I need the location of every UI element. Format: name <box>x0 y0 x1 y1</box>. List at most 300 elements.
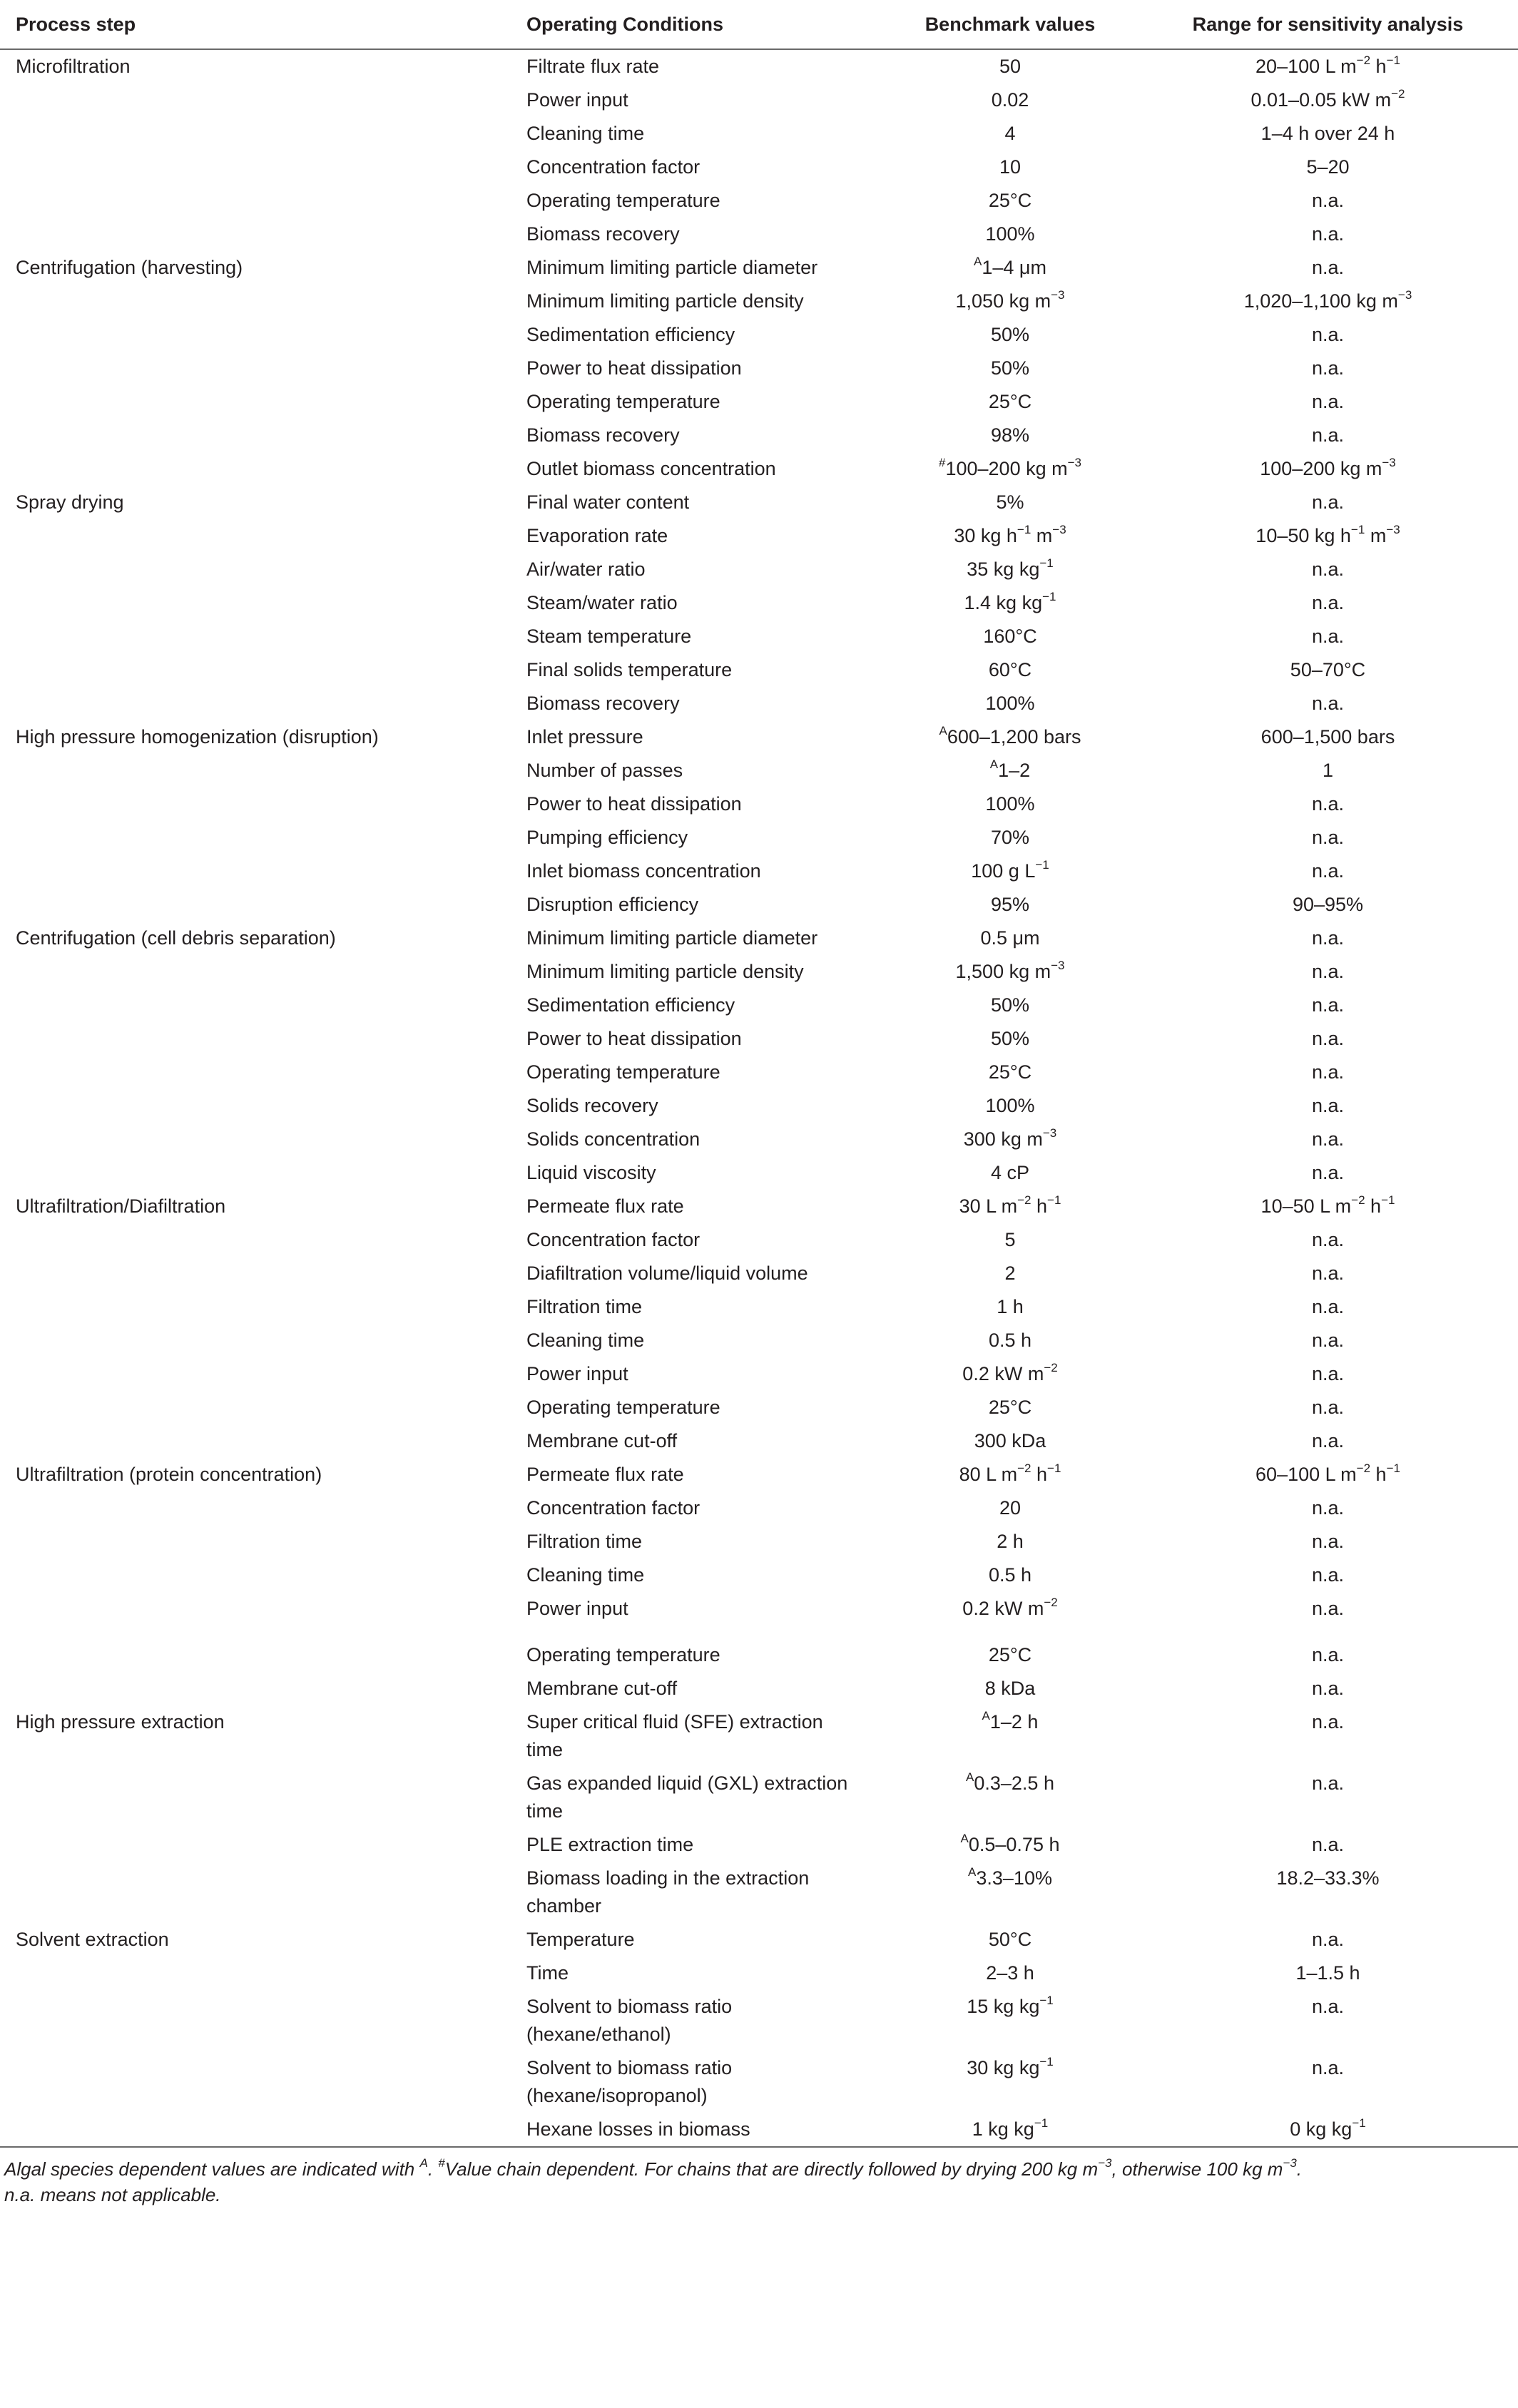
table-row <box>0 787 1518 821</box>
cell-range: 60–100 L $m^{-2}$ $h^{-1}$ <box>1255 1461 1400 1485</box>
cell-benchmark-value <box>882 117 1138 150</box>
cell-range: n.a. <box>1311 491 1345 513</box>
cell-process-step: Ultrafiltration/Diafiltration <box>16 1195 226 1217</box>
cell-benchmark-value <box>882 1290 1138 1324</box>
cell-range: n.a. <box>1311 1929 1345 1950</box>
table-row <box>0 150 1518 184</box>
cell-operating-condition: Minimum limiting particle diameter <box>526 927 818 949</box>
cell-process-step <box>0 218 511 251</box>
cell-process-step <box>0 754 511 787</box>
cell-process-step <box>0 1156 511 1190</box>
cell-operating-condition: Power to heat dissipation <box>526 357 742 379</box>
cell-range: n.a. <box>1311 190 1345 211</box>
footnote-sup-hash: # <box>438 2156 445 2170</box>
table-row <box>0 49 1518 83</box>
cell-process-step <box>0 1391 511 1424</box>
table-row <box>0 1626 1518 1672</box>
cell-range: n.a. <box>1311 1095 1345 1116</box>
benchmark-value-text: 160°C <box>983 626 1037 647</box>
cell-range: n.a. <box>1311 1061 1345 1083</box>
table-row <box>0 1862 1518 1923</box>
table-row <box>0 1592 1518 1626</box>
benchmark-value-text: 0.3–2.5 h <box>974 1772 1054 1794</box>
cell-process-step <box>0 150 511 184</box>
cell-benchmark-value <box>882 1056 1138 1089</box>
benchmark-value-text: 15 kg $kg^{-1}$ <box>967 1994 1054 2017</box>
benchmark-value-text: 1–4 μm <box>982 257 1046 278</box>
cell-range: 1,020–1,100 kg $m^{-3}$ <box>1243 288 1412 312</box>
table-body <box>0 49 1518 2147</box>
table-row <box>0 754 1518 787</box>
benchmark-value-text: 80 L $m^{-2}$ $h^{-1}$ <box>959 1461 1061 1485</box>
benchmark-value-text: 25°C <box>988 190 1032 211</box>
benchmark-value-text: 0.5 h <box>988 1330 1032 1351</box>
cell-benchmark-value <box>882 1458 1138 1491</box>
cell-benchmark-value <box>882 1156 1138 1190</box>
table-row <box>0 1558 1518 1592</box>
cell-benchmark-value <box>882 519 1138 553</box>
benchmark-value-text: 5 <box>1004 1229 1016 1250</box>
cell-process-step <box>0 1022 511 1056</box>
cell-benchmark-value <box>882 1123 1138 1156</box>
header-range: Range for sensitivity analysis <box>1192 13 1464 35</box>
cell-process-step <box>0 1525 511 1558</box>
benchmark-marker: A <box>974 255 982 268</box>
cell-operating-condition: Biomass recovery <box>526 223 680 245</box>
cell-range: 600–1,500 bars <box>1260 726 1395 748</box>
benchmark-marker: A <box>989 757 999 771</box>
cell-benchmark-value <box>882 285 1138 318</box>
table-row <box>0 1705 1518 1767</box>
cell-operating-condition: Super critical fluid (SFE) extraction time <box>526 1711 823 1760</box>
table-row <box>0 1767 1518 1828</box>
benchmark-value-text: 2 h <box>997 1531 1024 1552</box>
table-row <box>0 1525 1518 1558</box>
cell-operating-condition: Filtrate flux rate <box>526 56 660 77</box>
cell-benchmark-value <box>882 1190 1138 1223</box>
cell-operating-condition: Final solids temperature <box>526 659 733 680</box>
table-row <box>0 419 1518 452</box>
table-row <box>0 1828 1518 1862</box>
cell-process-step <box>0 1257 511 1290</box>
footnote-text-5: . <box>1296 2158 1303 2180</box>
cell-operating-condition: Minimum limiting particle density <box>526 961 804 982</box>
cell-range: n.a. <box>1311 693 1345 714</box>
table-row <box>0 620 1518 653</box>
cell-range: n.a. <box>1311 927 1345 949</box>
cell-range: 90–95% <box>1292 894 1364 915</box>
cell-process-step <box>0 352 511 385</box>
cell-operating-condition: Operating temperature <box>526 190 720 211</box>
table-row <box>0 83 1518 117</box>
benchmark-value-text: 4 <box>1004 123 1016 144</box>
cell-benchmark-value <box>882 1592 1138 1626</box>
cell-process-step: High pressure extraction <box>16 1711 225 1733</box>
benchmark-marker: # <box>939 456 946 469</box>
cell-benchmark-value <box>882 687 1138 720</box>
table-row <box>0 586 1518 620</box>
cell-operating-condition: Pumping efficiency <box>526 827 688 848</box>
cell-operating-condition: Membrane cut-off <box>526 1430 678 1452</box>
cell-range: n.a. <box>1311 324 1345 345</box>
cell-process-step <box>0 1056 511 1089</box>
cell-operating-condition: Cleaning time <box>526 123 645 144</box>
cell-operating-condition: Biomass recovery <box>526 693 680 714</box>
cell-process-step <box>0 586 511 620</box>
cell-process-step <box>0 1592 511 1626</box>
cell-range: n.a. <box>1311 424 1345 446</box>
table-row <box>0 854 1518 888</box>
cell-benchmark-value <box>882 352 1138 385</box>
table-row <box>0 720 1518 754</box>
benchmark-value-text: 50 <box>999 56 1022 77</box>
table-row <box>0 117 1518 150</box>
cell-process-step <box>0 1626 511 1672</box>
cell-operating-condition: Temperature <box>526 1929 635 1950</box>
table-row <box>0 251 1518 285</box>
table-row <box>0 1089 1518 1123</box>
table-row <box>0 1357 1518 1391</box>
table-row <box>0 1324 1518 1357</box>
benchmark-value-text: 10 <box>999 156 1022 178</box>
cell-range: n.a. <box>1311 1678 1345 1699</box>
cell-range: 100–200 kg $m^{-3}$ <box>1260 456 1396 479</box>
benchmark-marker: A <box>982 1709 990 1723</box>
benchmark-value-text: 60°C <box>988 659 1032 680</box>
cell-benchmark-value <box>882 754 1138 787</box>
cell-benchmark-value <box>882 1558 1138 1592</box>
cell-process-step <box>0 1290 511 1324</box>
cell-operating-condition: Cleaning time <box>526 1330 645 1351</box>
cell-operating-condition: Diafiltration volume/liquid volume <box>526 1262 808 1284</box>
cell-benchmark-value <box>882 1626 1138 1672</box>
cell-range: n.a. <box>1311 1996 1345 2017</box>
cell-operating-condition: Filtration time <box>526 1531 643 1552</box>
table-row <box>0 955 1518 989</box>
cell-benchmark-value <box>882 318 1138 352</box>
cell-process-step <box>0 553 511 586</box>
cell-operating-condition: Operating temperature <box>526 1397 720 1418</box>
cell-process-step <box>0 1123 511 1156</box>
cell-operating-condition: Power to heat dissipation <box>526 793 742 815</box>
cell-process-step <box>0 184 511 218</box>
table-row <box>0 352 1518 385</box>
benchmark-value-text: 1 kg $kg^{-1}$ <box>972 2116 1049 2140</box>
cell-range: n.a. <box>1311 257 1345 278</box>
benchmark-value-text: 100% <box>985 1095 1035 1116</box>
table-row <box>0 385 1518 419</box>
cell-operating-condition: Steam temperature <box>526 626 692 647</box>
cell-process-step <box>0 1491 511 1525</box>
cell-benchmark-value <box>882 49 1138 83</box>
table-row <box>0 1190 1518 1223</box>
cell-benchmark-value <box>882 553 1138 586</box>
cell-benchmark-value <box>882 720 1138 754</box>
table-row <box>0 687 1518 720</box>
cell-range: n.a. <box>1311 558 1345 580</box>
table-row <box>0 486 1518 519</box>
benchmark-marker: A <box>968 1865 977 1879</box>
cell-operating-condition: Concentration factor <box>526 156 701 178</box>
cell-operating-condition: Sedimentation efficiency <box>526 994 735 1016</box>
cell-range: n.a. <box>1311 391 1345 412</box>
benchmark-value-text: 0.5 μm <box>980 927 1040 949</box>
cell-range: n.a. <box>1311 793 1345 815</box>
cell-process-step <box>0 2051 511 2113</box>
cell-process-step: Microfiltration <box>16 56 131 77</box>
cell-benchmark-value <box>882 1767 1138 1828</box>
cell-process-step <box>0 1956 511 1990</box>
table-row <box>0 553 1518 586</box>
cell-operating-condition: Permeate flux rate <box>526 1464 684 1485</box>
footnote-sup-a: A <box>419 2156 428 2170</box>
cell-process-step: Ultrafiltration (protein concentration) <box>16 1464 322 1485</box>
cell-benchmark-value <box>882 620 1138 653</box>
cell-benchmark-value <box>882 586 1138 620</box>
table-row <box>0 318 1518 352</box>
cell-benchmark-value <box>882 1828 1138 1862</box>
cell-range: 10–50 L $m^{-2}$ $h^{-1}$ <box>1260 1193 1395 1217</box>
benchmark-value-text: 50% <box>990 324 1030 345</box>
cell-operating-condition: Filtration time <box>526 1296 643 1317</box>
cell-benchmark-value <box>882 150 1138 184</box>
cell-benchmark-value <box>882 1491 1138 1525</box>
cell-benchmark-value <box>882 218 1138 251</box>
benchmark-value-text: 3.3–10% <box>976 1867 1052 1889</box>
cell-benchmark-value <box>882 385 1138 419</box>
cell-operating-condition: Biomass loading in the extraction chamber <box>526 1867 810 1917</box>
benchmark-value-text: 100% <box>985 793 1035 815</box>
cell-range: 18.2–33.3% <box>1276 1867 1380 1889</box>
cell-benchmark-value <box>882 653 1138 687</box>
cell-operating-condition: Liquid viscosity <box>526 1162 656 1183</box>
benchmark-value-text: 30 kg $h^{-1}$ $m^{-3}$ <box>954 523 1066 546</box>
cell-benchmark-value <box>882 955 1138 989</box>
benchmark-value-text: 100–200 kg $m^{-3}$ <box>945 456 1081 479</box>
cell-range: 1 <box>1322 760 1334 781</box>
cell-process-step: Spray drying <box>16 491 124 513</box>
table-row <box>0 1022 1518 1056</box>
cell-operating-condition: Solvent to biomass ratio (hexane/isopropanol) <box>526 2057 733 2106</box>
cell-range: n.a. <box>1311 1162 1345 1183</box>
benchmark-value-text: 1–2 <box>998 760 1031 781</box>
benchmark-value-text: 100 g $L^{-1}$ <box>971 858 1049 882</box>
cell-range: 10–50 kg $h^{-1}$ $m^{-3}$ <box>1255 523 1400 546</box>
cell-benchmark-value <box>882 2113 1138 2147</box>
cell-operating-condition: Concentration factor <box>526 1497 701 1519</box>
benchmark-value-text: 25°C <box>988 1397 1032 1418</box>
header-process-step: Process step <box>16 13 136 35</box>
cell-process-step <box>0 653 511 687</box>
cell-benchmark-value <box>882 1089 1138 1123</box>
benchmark-value-text: 100% <box>985 223 1035 245</box>
cell-range: n.a. <box>1311 1330 1345 1351</box>
cell-range: n.a. <box>1311 592 1345 613</box>
benchmark-value-text: 5% <box>996 491 1024 513</box>
cell-benchmark-value <box>882 1705 1138 1767</box>
footnote-row <box>0 2147 1518 2208</box>
cell-operating-condition: Power input <box>526 1598 628 1619</box>
cell-process-step <box>0 1324 511 1357</box>
header-benchmark-values: Benchmark values <box>924 13 1096 35</box>
cell-range: 1–4 h over 24 h <box>1260 123 1395 144</box>
cell-process-step <box>0 888 511 922</box>
benchmark-value-text: 25°C <box>988 1644 1032 1665</box>
cell-process-step <box>0 1828 511 1862</box>
benchmark-value-text: 100% <box>985 693 1035 714</box>
cell-process-step: Centrifugation (harvesting) <box>16 257 243 278</box>
cell-process-step <box>0 1089 511 1123</box>
table-row <box>0 888 1518 922</box>
benchmark-value-text: 1,500 kg $m^{-3}$ <box>955 959 1065 982</box>
cell-operating-condition: Steam/water ratio <box>526 592 678 613</box>
table-row <box>0 989 1518 1022</box>
cell-benchmark-value <box>882 419 1138 452</box>
benchmark-value-text: 25°C <box>988 1061 1032 1083</box>
table-row <box>0 184 1518 218</box>
cell-operating-condition: Solids concentration <box>526 1128 701 1150</box>
header-row <box>0 0 1518 49</box>
benchmark-marker: A <box>939 724 947 738</box>
cell-process-step: Centrifugation (cell debris separation) <box>16 927 336 949</box>
cell-range: n.a. <box>1311 357 1345 379</box>
cell-operating-condition: Minimum limiting particle diameter <box>526 257 818 278</box>
cell-range: n.a. <box>1311 1644 1345 1665</box>
cell-process-step <box>0 1357 511 1391</box>
cell-process-step: Solvent extraction <box>16 1929 169 1950</box>
benchmark-value-text: 50% <box>990 994 1030 1016</box>
cell-range: n.a. <box>1311 1128 1345 1150</box>
cell-operating-condition: Solvent to biomass ratio (hexane/ethanol) <box>526 1996 733 2045</box>
benchmark-value-text: 4 cP <box>990 1162 1030 1183</box>
cell-operating-condition: Operating temperature <box>526 1644 720 1665</box>
cell-process-step <box>0 419 511 452</box>
benchmark-value-text: 0.2 kW $m^{-2}$ <box>962 1596 1058 1619</box>
benchmark-value-text: 300 kg $m^{-3}$ <box>963 1126 1057 1150</box>
cell-benchmark-value <box>882 2051 1138 2113</box>
table-row <box>0 218 1518 251</box>
footnote <box>0 2147 1518 2208</box>
cell-operating-condition: Operating temperature <box>526 391 720 412</box>
benchmark-value-text: 30 kg $kg^{-1}$ <box>967 2055 1054 2078</box>
cell-range: 5–20 <box>1306 156 1350 178</box>
cell-operating-condition: Air/water ratio <box>526 558 646 580</box>
footnote-sup-exp1: −3 <box>1098 2156 1112 2170</box>
cell-range: 50–70°C <box>1290 659 1366 680</box>
cell-operating-condition: Time <box>526 1962 569 1984</box>
cell-process-step <box>0 385 511 419</box>
table-row <box>0 452 1518 486</box>
cell-benchmark-value <box>882 1990 1138 2051</box>
cell-range: n.a. <box>1311 860 1345 882</box>
benchmark-value-text: 25°C <box>988 391 1032 412</box>
cell-process-step: High pressure homogenization (disruption) <box>16 726 379 748</box>
cell-operating-condition: Inlet pressure <box>526 726 643 748</box>
cell-benchmark-value <box>882 1672 1138 1705</box>
table-row <box>0 1056 1518 1089</box>
footnote-text-1: Algal species dependent values are indicated with <box>4 2158 420 2180</box>
cell-range: n.a. <box>1311 1497 1345 1519</box>
cell-operating-condition: Membrane cut-off <box>526 1678 678 1699</box>
cell-benchmark-value <box>882 1223 1138 1257</box>
table-row <box>0 653 1518 687</box>
benchmark-value-text: 0.5 h <box>988 1564 1032 1586</box>
cell-range: n.a. <box>1311 1430 1345 1452</box>
cell-range: n.a. <box>1311 1363 1345 1384</box>
cell-process-step <box>0 318 511 352</box>
cell-operating-condition: Solids recovery <box>526 1095 658 1116</box>
cell-process-step <box>0 1558 511 1592</box>
cell-operating-condition: Evaporation rate <box>526 525 668 546</box>
cell-range: 0.01–0.05 kW $m^{-2}$ <box>1250 87 1405 111</box>
cell-benchmark-value <box>882 1257 1138 1290</box>
cell-range: n.a. <box>1311 1229 1345 1250</box>
benchmark-value-text: 1,050 kg $m^{-3}$ <box>955 288 1065 312</box>
benchmark-value-text: 50% <box>990 1028 1030 1049</box>
cell-operating-condition: Hexane losses in biomass <box>526 2118 750 2140</box>
cell-benchmark-value <box>882 251 1138 285</box>
footnote-text-4: , otherwise 100 kg m <box>1111 2158 1283 2180</box>
table-row <box>0 1491 1518 1525</box>
benchmark-value-text: 1.4 kg $kg^{-1}$ <box>964 590 1056 613</box>
footnote-line-2: n.a. means not applicable. <box>4 2184 221 2205</box>
benchmark-value-text: 0.02 <box>991 89 1029 111</box>
benchmark-value-text: 600–1,200 bars <box>947 726 1081 748</box>
cell-operating-condition: Power input <box>526 89 628 111</box>
benchmark-value-text: 300 kDa <box>974 1430 1046 1452</box>
table-row <box>0 2051 1518 2113</box>
cell-operating-condition: Cleaning time <box>526 1564 645 1586</box>
table-row <box>0 821 1518 854</box>
benchmark-marker: A <box>966 1770 974 1784</box>
cell-process-step <box>0 285 511 318</box>
cell-benchmark-value <box>882 854 1138 888</box>
cell-process-step <box>0 687 511 720</box>
cell-range: n.a. <box>1311 1564 1345 1586</box>
table-row <box>0 1458 1518 1491</box>
header-operating-conditions: Operating Conditions <box>526 13 723 35</box>
footnote-text-2: . <box>427 2158 439 2180</box>
cell-benchmark-value <box>882 922 1138 955</box>
cell-operating-condition: PLE extraction time <box>526 1834 694 1855</box>
cell-operating-condition: Operating temperature <box>526 1061 720 1083</box>
cell-benchmark-value <box>882 1324 1138 1357</box>
cell-process-step <box>0 1223 511 1257</box>
footnote-sup-exp2: −3 <box>1283 2156 1297 2170</box>
cell-range: n.a. <box>1311 1711 1345 1733</box>
cell-process-step <box>0 1424 511 1458</box>
table-row <box>0 1923 1518 1956</box>
cell-operating-condition: Gas expanded liquid (GXL) extraction time <box>526 1772 848 1822</box>
cell-benchmark-value <box>882 1862 1138 1923</box>
benchmark-marker: A <box>960 1832 969 1845</box>
cell-operating-condition: Power to heat dissipation <box>526 1028 742 1049</box>
cell-benchmark-value <box>882 821 1138 854</box>
cell-range: n.a. <box>1311 994 1345 1016</box>
cell-benchmark-value <box>882 888 1138 922</box>
cell-process-step <box>0 2113 511 2147</box>
table-row <box>0 1290 1518 1324</box>
cell-range: n.a. <box>1311 1834 1345 1855</box>
table-row <box>0 519 1518 553</box>
cell-benchmark-value <box>882 1956 1138 1990</box>
footnote-text-3: Value chain dependent. For chains that are directly followed by drying 200 kg m <box>444 2158 1099 2180</box>
table-row <box>0 1257 1518 1290</box>
cell-process-step <box>0 989 511 1022</box>
cell-operating-condition: Final water content <box>526 491 690 513</box>
benchmark-value-text: 20 <box>999 1497 1022 1519</box>
cell-range: n.a. <box>1311 1397 1345 1418</box>
